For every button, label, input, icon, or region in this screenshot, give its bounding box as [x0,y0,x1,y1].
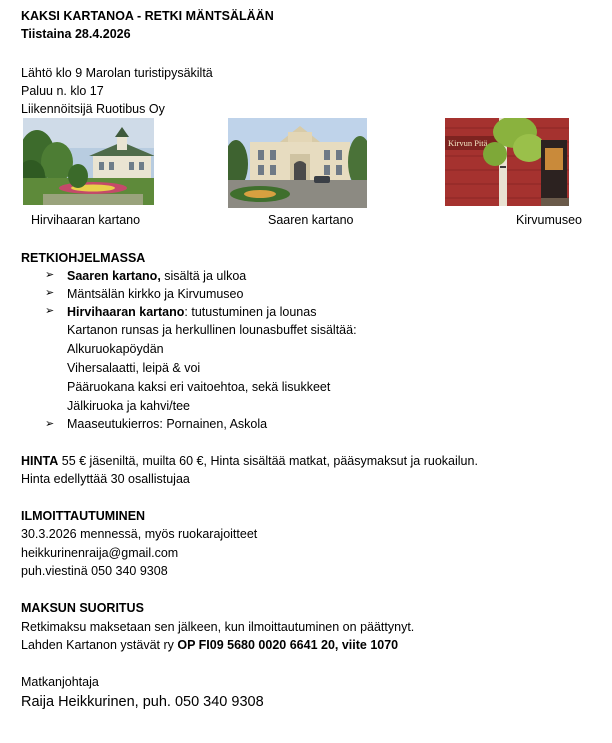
program-item-2: Mäntsälän kirkko ja Kirvumuseo [67,287,244,301]
photo-saari [228,118,367,208]
caption-kirvumuseo: Kirvumuseo [516,213,582,227]
program-item-1 [67,267,246,285]
registration-phone: puh.viestinä 050 340 9308 [21,564,168,578]
payment-account-holder: Lahden Kartanon ystävät ry [21,638,178,652]
price-note: Hinta edellyttää 30 osallistujaa [21,472,190,486]
buffet-line: Vihersalaatti, leipä & voi [67,361,201,375]
payment-account-number: OP FI09 5680 0020 6641 20, viite 1070 [177,638,399,652]
operator-text: Liikennöitsijä Ruotibus Oy [21,102,165,116]
bullet-arrow-icon: ➢ [45,418,55,430]
bullet-arrow-icon: ➢ [45,269,55,281]
leader-name: Raija Heikkurinen, puh. 050 340 9308 [21,694,264,710]
payment-line-2 [21,636,398,654]
program-item-3-rest: : tutustuminen ja lounas [184,305,317,319]
payment-line-1: Retkimaksu maksetaan sen jälkeen, kun ilmoittautuminen on päättynyt. [21,620,415,634]
payment-heading: MAKSUN SUORITUS [21,601,144,615]
buffet-line: Pääruokana kaksi eri vaitoehtoa, sekä lisukkeet [67,380,331,394]
caption-saari: Saaren kartano [268,213,354,227]
bullet-arrow-icon: ➢ [45,287,55,299]
museum-sign-text: Kirvun Pitä [448,138,488,148]
bullet-arrow-icon: ➢ [45,305,55,317]
program-item-3-bold: Hirvihaaran kartano [67,305,185,319]
photo-kirvumuseo [445,118,569,206]
departure-text: Lähtö klo 9 Marolan turistipysäkiltä [21,66,213,80]
price-line [21,452,478,470]
photo-hirvihaara [23,118,154,205]
registration-heading: ILMOITTAUTUMINEN [21,509,146,523]
caption-hirvihaara: Hirvihaaran kartano [31,213,141,227]
registration-email[interactable]: heikkurinenraija@gmail.com [21,546,179,560]
program-heading: RETKIOHJELMASSA [21,251,146,265]
buffet-line: Alkuruokapöydän [67,342,164,356]
event-date: Tiistaina 28.4.2026 [21,27,131,41]
price-text: 55 € jäseniltä, muilta 60 €, Hinta sisältää matkat, pääsymaksut ja ruokailun. [58,454,478,468]
registration-deadline: 30.3.2026 mennessä, myös ruokarajoitteet [21,527,258,541]
page-title: KAKSI KARTANOA - RETKI MÄNTSÄLÄÄN [21,9,274,23]
program-item-1-bold: Saaren kartano, [67,269,161,283]
price-label: HINTA [21,454,59,468]
leader-label: Matkanjohtaja [21,675,99,689]
program-item-4: Maaseutukierros: Pornainen, Askola [67,417,268,431]
return-text: Paluu n. klo 17 [21,84,104,98]
program-item-1-rest: sisältä ja ulkoa [160,269,247,283]
program-item-3 [67,303,316,321]
buffet-line: Kartanon runsas ja herkullinen lounasbuffet sisältää: [67,323,357,337]
buffet-line: Jälkiruoka ja kahvi/tee [67,399,190,413]
